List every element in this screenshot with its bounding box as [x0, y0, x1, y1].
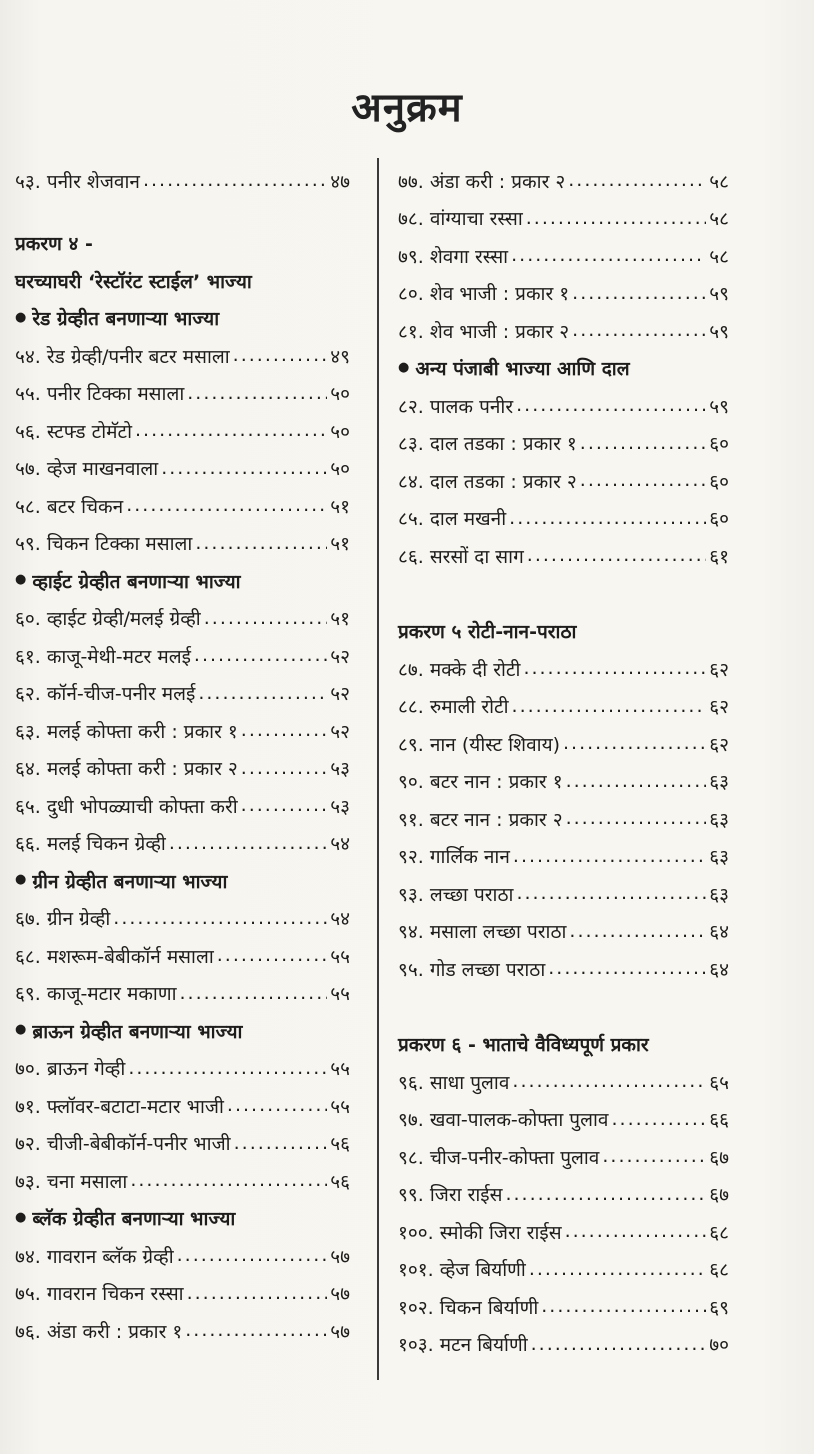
toc-entry-title: ५८. बटर चिकन [15, 495, 124, 518]
toc-page-number: ६० [709, 470, 729, 493]
bullet-icon: ● [15, 572, 27, 588]
toc-page-number: ६६ [709, 1109, 729, 1132]
toc-entry-title: ९७. खवा-पालक-कोफ्ता पुलाव [398, 1109, 609, 1132]
toc-entry [398, 650, 729, 688]
dot-leader [516, 884, 706, 903]
dot-leader [572, 321, 706, 340]
toc-entry-title: ८६. सरसों दा साग [398, 545, 524, 568]
toc-page-number: ७० [709, 1334, 729, 1357]
dot-leader [241, 759, 327, 778]
dot-leader [180, 984, 328, 1003]
toc-page-number: ५८ [709, 245, 729, 268]
toc-entry [398, 237, 729, 275]
dot-leader [187, 384, 327, 403]
toc-entry [15, 525, 350, 563]
toc-entry [15, 787, 350, 825]
dot-leader [531, 1335, 707, 1354]
dot-leader [527, 546, 706, 565]
toc-entry-title: ९४. मसाला लच्छा पराठा [398, 921, 567, 944]
toc-entry [15, 412, 350, 450]
toc-entry [15, 375, 350, 413]
toc-entry-title: ६५. दुधी भोपळ्याची कोफ्ता करी [15, 795, 238, 818]
toc-entry-title: ७६. अंडा करी : प्रकार १ [15, 1320, 183, 1343]
toc-page-number: ६१ [709, 545, 729, 568]
toc-entry-title: ६९. काजू-मटार मकाणा [15, 983, 177, 1006]
dot-leader [511, 246, 706, 265]
toc-entry [398, 688, 729, 726]
toc-page-number: ५३ [330, 758, 350, 781]
toc-page-number: ५७ [330, 1245, 350, 1268]
dot-leader [569, 922, 706, 941]
toc-page-number: ५६ [330, 1170, 350, 1193]
toc-entry-title: ६०. व्हाईट ग्रेव्ही/मलई ग्रेव्ही [15, 608, 201, 631]
toc-entry-title: ६२. कॉर्न-चीज-पनीर मलई [15, 683, 196, 706]
dot-leader [198, 684, 327, 703]
dot-leader [572, 284, 706, 303]
toc-page-number: ५२ [330, 645, 350, 668]
subsection-heading-text: व्हाईट ग्रेव्हीत बनणाऱ्या भाज्या [32, 570, 241, 593]
toc-entry [398, 763, 729, 801]
column-divider [377, 158, 379, 1380]
toc-page-number: ६२ [709, 696, 729, 719]
toc-entry-title: १०२. चिकन बिर्याणी [398, 1296, 539, 1319]
toc-entry [398, 800, 729, 838]
toc-page-number: ६७ [709, 1146, 729, 1169]
section-gap [398, 575, 729, 613]
dot-leader [161, 459, 327, 478]
dot-leader [602, 1147, 706, 1166]
toc-page-number: ५४ [330, 908, 350, 931]
toc-page-number: ५६ [330, 1133, 350, 1156]
subsection-heading-text: रेड ग्रेव्हीत बनणाऱ्या भाज्या [32, 308, 220, 331]
toc-entry-title: ८०. शेव भाजी : प्रकार १ [398, 283, 570, 306]
chapter-heading [15, 262, 350, 300]
toc-entry [398, 162, 729, 200]
toc-entry-title: ६७. ग्रीन ग्रेव्ही [15, 908, 111, 931]
toc-entry [15, 600, 350, 638]
toc-entry-title: ७७. अंडा करी : प्रकार २ [398, 170, 566, 193]
toc-entry-title: ९५. गोड लच्छा पराठा [398, 958, 546, 981]
subsection-heading-text: ग्रीन ग्रेव्हीत बनणाऱ्या भाज्या [32, 870, 228, 893]
toc-page-number: ५७ [330, 1283, 350, 1306]
toc-entry [15, 900, 350, 938]
chapter-heading-text: प्रकरण ६ - भाताचे वैविध्यपूर्ण प्रकार [398, 1034, 649, 1057]
dot-leader [580, 471, 706, 490]
toc-entry-title: ८७. मक्के दी रोटी [398, 658, 521, 681]
toc-page-number: ६५ [709, 1071, 729, 1094]
toc-entry-title: १००. स्मोकी जिरा राईस [398, 1221, 562, 1244]
toc-entry-title: ८१. शेव भाजी : प्रकार २ [398, 320, 570, 343]
toc-entry [398, 913, 729, 951]
chapter-heading-text: घरच्याघरी ‘रेस्टॉरंट स्टाईल’ भाज्या [15, 270, 252, 293]
toc-page-number: ५२ [330, 720, 350, 743]
section-gap [398, 988, 729, 1026]
toc-entry [398, 725, 729, 763]
toc-entry [398, 1251, 729, 1289]
toc-entry [398, 1138, 729, 1176]
dot-leader [566, 772, 707, 791]
toc-entry-title: ५४. रेड ग्रेव्ही/पनीर बटर मसाला [15, 345, 230, 368]
dot-leader [217, 946, 327, 965]
toc-right-column [398, 162, 729, 1363]
toc-entry-title: १०१. व्हेज बिर्याणी [398, 1259, 526, 1282]
toc-page-number: ५२ [330, 683, 350, 706]
toc-entry-title: ५९. चिकन टिक्का मसाला [15, 533, 193, 556]
toc-entry-title: ९६. साधा पुलाव [398, 1071, 510, 1094]
subsection-heading-text: ब्लॅक ग्रेव्हीत बनणाऱ्या भाज्या [32, 1208, 236, 1231]
chapter-heading [398, 1026, 729, 1064]
toc-page-number: ५० [330, 420, 350, 443]
page-title: अनुक्रम [351, 85, 463, 131]
subsection-heading [398, 350, 729, 388]
dot-leader [541, 1297, 706, 1316]
dot-leader [566, 809, 707, 828]
toc-page-number: ५० [330, 383, 350, 406]
toc-entry-title: ५३. पनीर शेजवान [15, 170, 140, 193]
toc-page-number: ५८ [709, 208, 729, 231]
toc-entry-title: ८३. दाल तडका : प्रकार १ [398, 433, 577, 456]
toc-entry-title: ६६. मलई चिकन ग्रेव्ही [15, 833, 166, 856]
dot-leader [227, 1096, 327, 1115]
toc-entry [398, 838, 729, 876]
toc-entry [15, 637, 350, 675]
toc-entry-title: ७८. वांग्याचा रस्सा [398, 208, 523, 231]
toc-page-number: ६४ [709, 921, 729, 944]
toc-page-number: ५५ [330, 945, 350, 968]
toc-page-number: ६३ [709, 846, 729, 869]
toc-entry [398, 425, 729, 463]
dot-leader [509, 509, 706, 528]
toc-entry-title: ७९. शेवगा रस्सा [398, 245, 509, 268]
toc-entry-title: ६८. मशरूम-बेबीकॉर्न मसाला [15, 945, 214, 968]
toc-page-number: ६८ [709, 1221, 729, 1244]
chapter-heading-text: प्रकरण ५ रोटी-नान-पराठा [398, 621, 577, 644]
toc-entry [15, 337, 350, 375]
dot-leader [204, 609, 328, 628]
dot-leader [565, 1222, 707, 1241]
toc-entry-title: १०३. मटन बिर्याणी [398, 1334, 528, 1357]
bullet-icon: ● [15, 1022, 27, 1038]
subsection-heading [15, 862, 350, 900]
toc-page-number: ६३ [709, 771, 729, 794]
toc-entry-title: ५५. पनीर टिक्का मसाला [15, 383, 185, 406]
toc-entry-title: ९१. बटर नान : प्रकार २ [398, 808, 563, 831]
dot-leader [505, 1185, 706, 1204]
toc-entry [398, 275, 729, 313]
toc-entry [398, 500, 729, 538]
toc-entry-title: ५७. व्हेज माखनवाला [15, 458, 159, 481]
toc-entry [15, 1087, 350, 1125]
dot-leader [523, 659, 706, 678]
toc-page-number: ६७ [709, 1184, 729, 1207]
section-gap [15, 200, 350, 225]
toc-entry [15, 1125, 350, 1163]
bullet-icon: ● [398, 359, 410, 375]
toc-entry [15, 450, 350, 488]
toc-page-number: ५४ [330, 833, 350, 856]
toc-entry [398, 537, 729, 575]
dot-leader [185, 1321, 327, 1340]
subsection-heading-text: अन्य पंजाबी भाज्या आणि दाल [415, 358, 630, 381]
toc-entry [15, 1312, 350, 1350]
toc-page-number: ६० [709, 433, 729, 456]
toc-entry-title: ६१. काजू-मेथी-मटर मलई [15, 645, 191, 668]
subsection-heading [15, 562, 350, 600]
dot-leader [128, 1059, 327, 1078]
toc-entry [398, 875, 729, 913]
toc-entry-title: ९८. चीज-पनीर-कोफ्ता पुलाव [398, 1146, 600, 1169]
dot-leader [516, 396, 706, 415]
chapter-heading [398, 613, 729, 651]
toc-entry [15, 487, 350, 525]
toc-entry [398, 1176, 729, 1214]
toc-entry-title: ९३. लच्छा पराठा [398, 883, 514, 906]
toc-left-column [15, 162, 350, 1350]
toc-entry-title: ९९. जिरा राईस [398, 1184, 503, 1207]
dot-leader [526, 209, 706, 228]
bullet-icon: ● [15, 872, 27, 888]
dot-leader [126, 496, 327, 515]
dot-leader [234, 1134, 328, 1153]
chapter-heading [15, 225, 350, 263]
toc-entry [15, 1050, 350, 1088]
dot-leader [130, 1171, 327, 1190]
toc-page-number: ५१ [330, 608, 350, 631]
toc-entry-title: ८५. दाल मखनी [398, 508, 507, 531]
toc-entry-title: ७४. गावरान ब्लॅक ग्रेव्ही [15, 1245, 174, 1268]
toc-page-number: ६८ [709, 1259, 729, 1282]
toc-entry-title: ५६. स्टफ्ड टोमॅटो [15, 420, 132, 443]
toc-entry-title: ७२. चीजी-बेबीकॉर्न-पनीर भाजी [15, 1133, 231, 1156]
toc-page-number: ५५ [330, 983, 350, 1006]
dot-leader [548, 959, 706, 978]
toc-entry-title: ७०. ब्राऊन गेव्ही [15, 1058, 126, 1081]
toc-page-number: ५५ [330, 1095, 350, 1118]
subsection-heading [15, 1200, 350, 1238]
toc-page-number: ६३ [709, 883, 729, 906]
toc-page-number: ५९ [709, 283, 729, 306]
dot-leader [512, 1072, 706, 1091]
toc-entry [15, 1162, 350, 1200]
toc-entry [398, 1288, 729, 1326]
toc-entry-title: ७५. गावरान चिकन रस्सा [15, 1283, 184, 1306]
dot-leader [187, 1284, 328, 1303]
toc-page-number: ५५ [330, 1058, 350, 1081]
toc-page-number: ६२ [709, 733, 729, 756]
toc-entry-title: ७३. चना मसाला [15, 1170, 128, 1193]
toc-entry [15, 975, 350, 1013]
dot-leader [241, 796, 328, 815]
toc-entry [15, 712, 350, 750]
toc-entry-title: ८४. दाल तडका : प्रकार २ [398, 470, 577, 493]
toc-page-number: ६९ [709, 1296, 729, 1319]
toc-page-number: ५९ [709, 395, 729, 418]
toc-page-number: ५१ [330, 495, 350, 518]
dot-leader [135, 421, 327, 440]
toc-entry [15, 1237, 350, 1275]
toc-entry [398, 1063, 729, 1101]
toc-page-number: ५१ [330, 533, 350, 556]
dot-leader [512, 697, 707, 716]
dot-leader [563, 734, 706, 753]
toc-entry [15, 1275, 350, 1313]
dot-leader [580, 434, 706, 453]
toc-page-number: ६२ [709, 658, 729, 681]
toc-entry [15, 162, 350, 200]
toc-entry [398, 312, 729, 350]
dot-leader [143, 171, 327, 190]
dot-leader [233, 346, 328, 365]
toc-page-number: ५८ [709, 170, 729, 193]
toc-page-number: ५० [330, 458, 350, 481]
toc-page-number: ६४ [709, 958, 729, 981]
subsection-heading [15, 1012, 350, 1050]
toc-entry [398, 1213, 729, 1251]
dot-leader [529, 1260, 706, 1279]
toc-entry [398, 1326, 729, 1364]
toc-entry [398, 462, 729, 500]
chapter-heading-text: प्रकरण ४ - [15, 233, 93, 256]
bullet-icon: ● [15, 1209, 27, 1225]
toc-entry [15, 750, 350, 788]
toc-entry-title: ८२. पालक पनीर [398, 395, 514, 418]
toc-page-number: ६३ [709, 808, 729, 831]
toc-page-number: ४७ [330, 170, 350, 193]
dot-leader [611, 1110, 706, 1129]
dot-leader [113, 909, 327, 928]
dot-leader [241, 721, 327, 740]
toc-entry [398, 1101, 729, 1139]
toc-entry [398, 200, 729, 238]
bullet-icon: ● [15, 309, 27, 325]
toc-page-number: ६० [709, 508, 729, 531]
dot-leader [177, 1246, 328, 1265]
dot-leader [195, 534, 327, 553]
toc-entry-title: ६३. मलई कोफ्ता करी : प्रकार १ [15, 720, 238, 743]
toc-entry-title: ६४. मलई कोफ्ता करी : प्रकार २ [15, 758, 238, 781]
toc-entry [398, 387, 729, 425]
toc-page-number: ५९ [709, 320, 729, 343]
subsection-heading [15, 300, 350, 338]
dot-leader [169, 834, 327, 853]
toc-entry-title: ९०. बटर नान : प्रकार १ [398, 771, 563, 794]
subsection-heading-text: ब्राऊन ग्रेव्हीत बनणाऱ्या भाज्या [32, 1020, 243, 1043]
toc-entry-title: ८९. नान (यीस्ट शिवाय) [398, 733, 561, 756]
toc-page-number: ५३ [330, 795, 350, 818]
toc-entry [15, 825, 350, 863]
toc-entry-title: ९२. गार्लिक नान [398, 846, 510, 869]
toc-page-number: ४९ [330, 345, 350, 368]
toc-entry-title: ७१. फ्लॉवर-बटाटा-मटार भाजी [15, 1095, 224, 1118]
dot-leader [568, 171, 706, 190]
toc-page-number: ५७ [330, 1320, 350, 1343]
dot-leader [194, 646, 327, 665]
toc-entry-title: ८८. रुमाली रोटी [398, 696, 509, 719]
dot-leader [513, 847, 706, 866]
toc-entry [15, 675, 350, 713]
toc-entry [15, 937, 350, 975]
toc-entry [398, 950, 729, 988]
